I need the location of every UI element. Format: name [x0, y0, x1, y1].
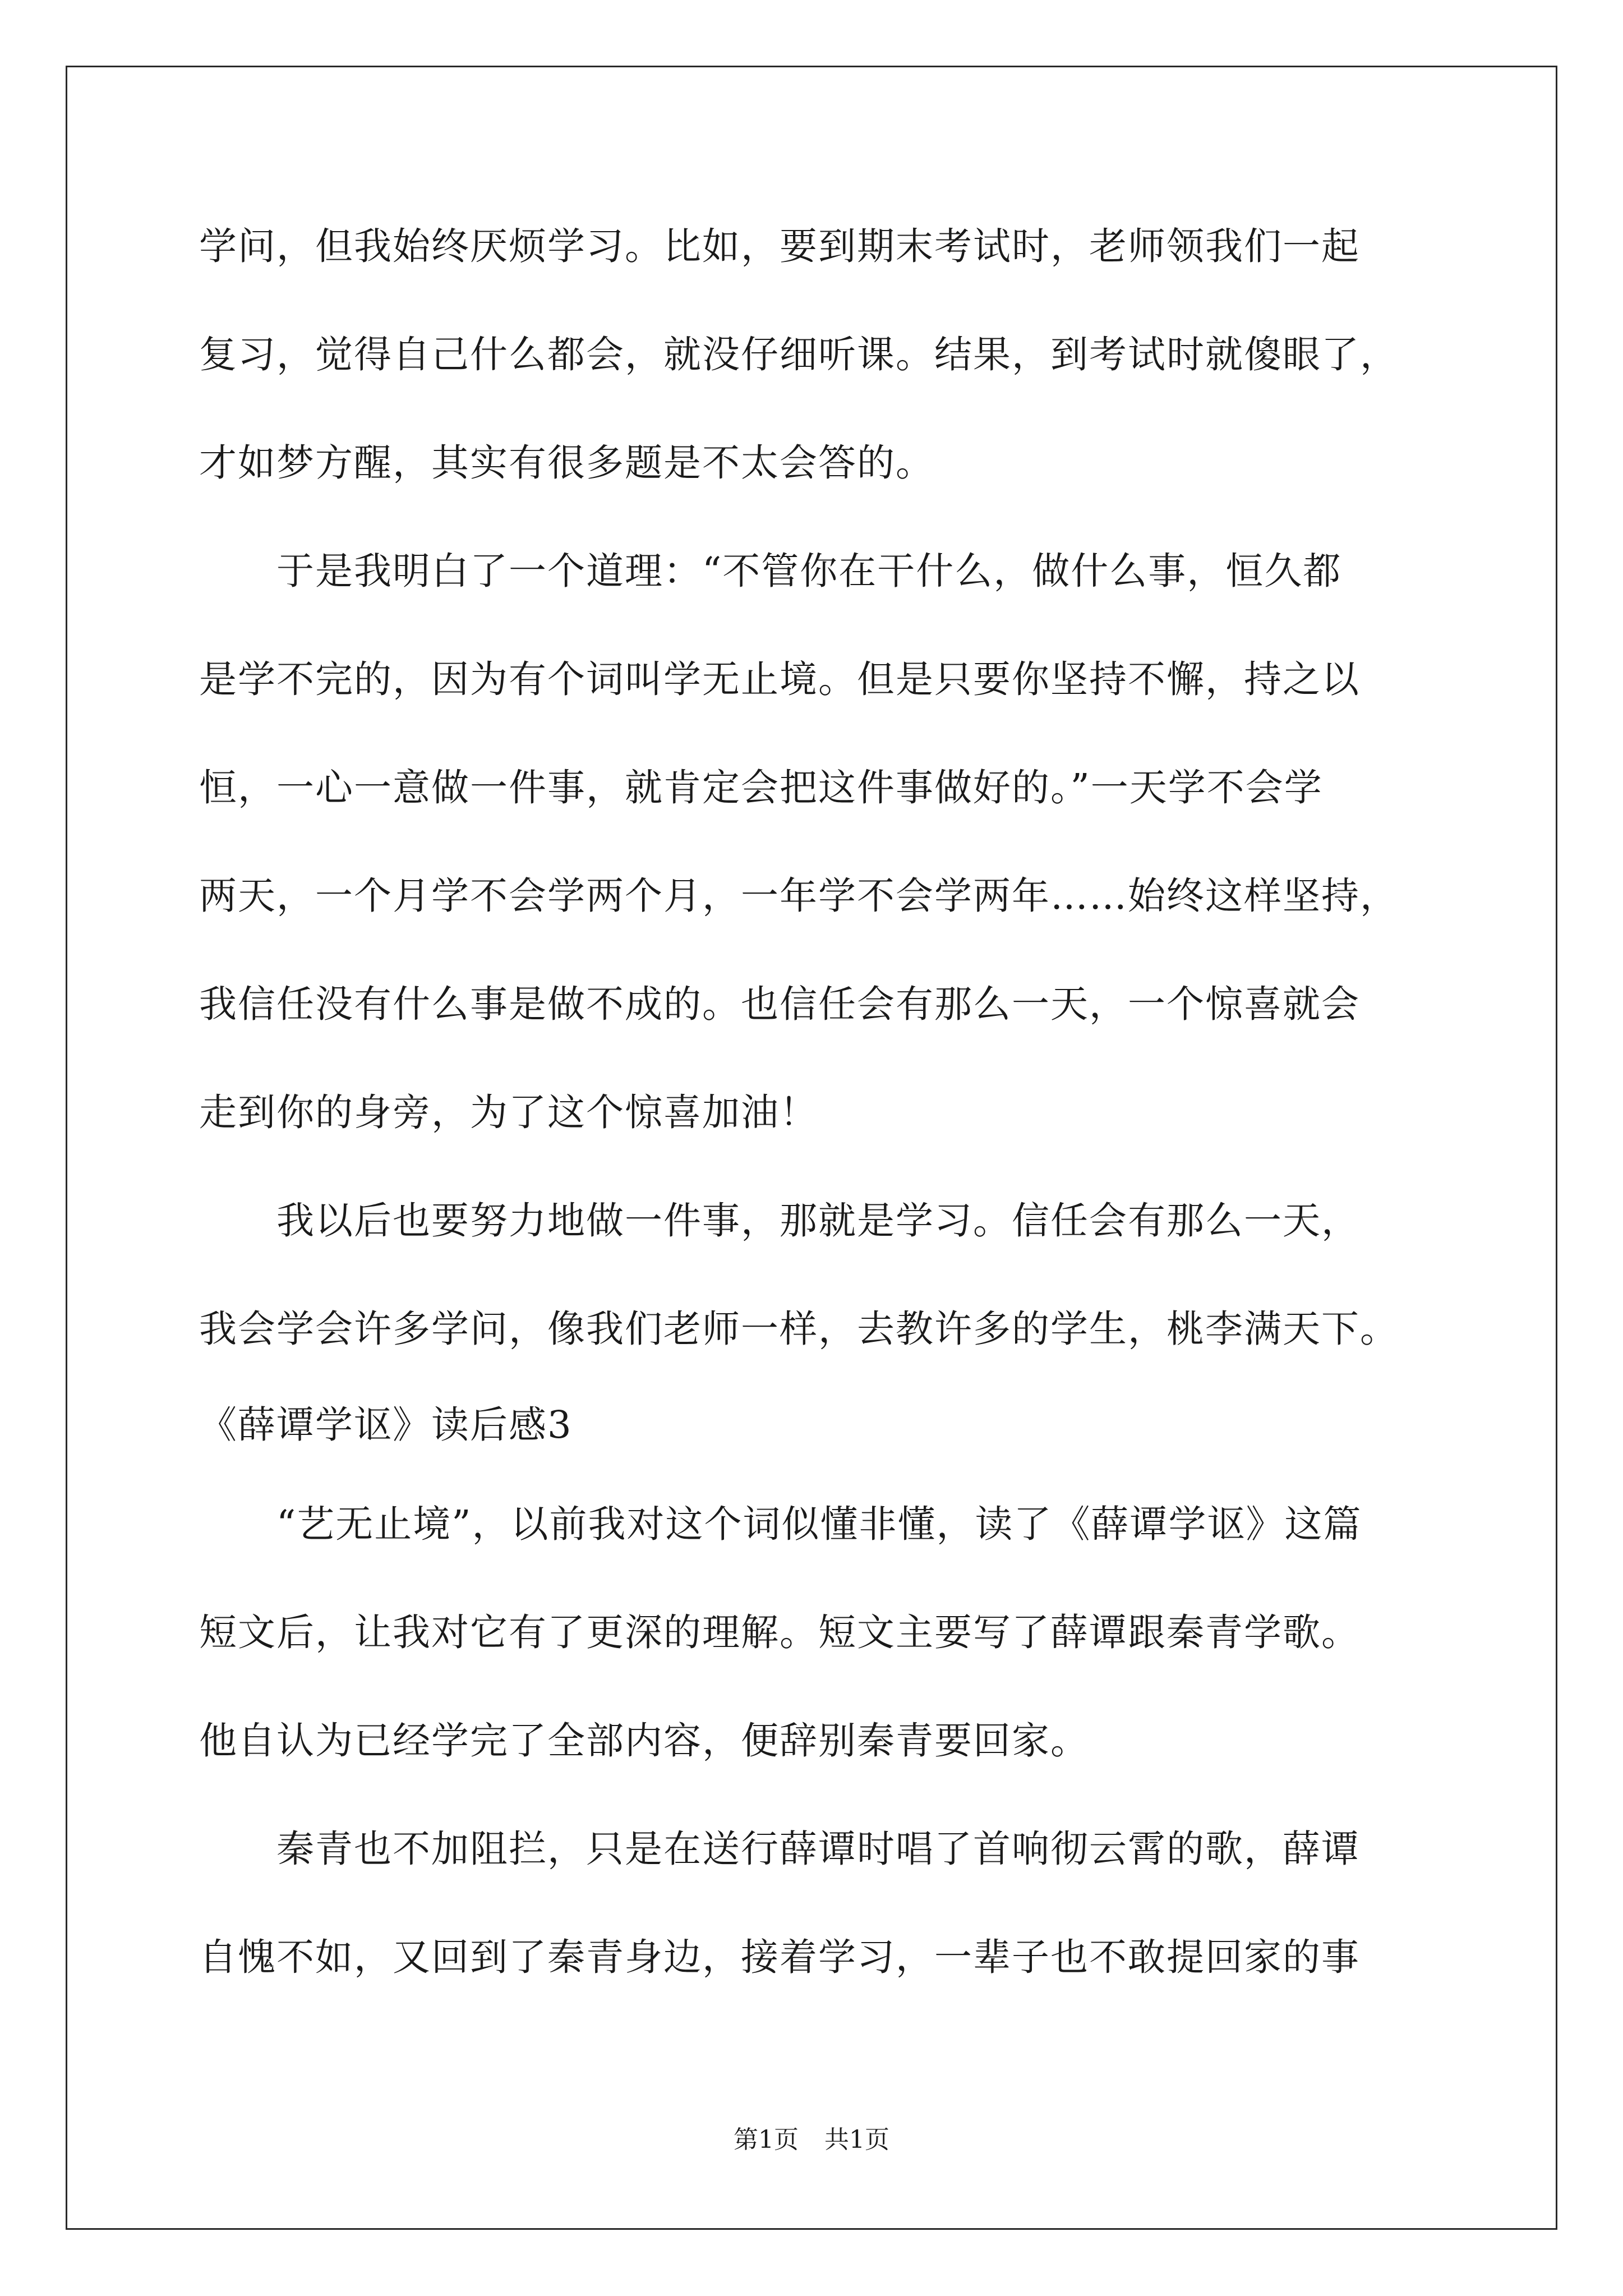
- body-line-12: “艺无止境”，以前我对这个词似懂非懂，读了《薛谭学讴》这篇: [199, 1502, 1362, 1546]
- body-line-4: 于是我明白了一个道理：“不管你在干什么，做什么事，恒久都: [199, 549, 1342, 593]
- body-line-8: 我信任没有什么事是做不成的。也信任会有那么一天，一个惊喜就会: [199, 982, 1360, 1026]
- body-line-6: 恒，一心一意做一件事，就肯定会把这件事做好的。”一天学不会学: [199, 766, 1323, 809]
- section-title: 《薛谭学讴》读后感3: [199, 1403, 573, 1447]
- page-footer: [0, 2123, 1623, 2157]
- page-number: 第1页: [734, 2125, 799, 2154]
- body-line-16: 自愧不如，又回到了秦青身边，接着学习，一辈子也不敢提回家的事: [199, 1935, 1360, 1979]
- body-line-1: 学问，但我始终厌烦学习。比如，要到期末考试时，老师领我们一起: [199, 224, 1360, 268]
- body-line-2: 复习，觉得自己什么都会，就没仔细听课。结果，到考试时就傻眼了，: [199, 333, 1399, 376]
- page-total: 共1页: [824, 2125, 889, 2154]
- body-line-14: 他自认为已经学完了全部内容，便辞别秦青要回家。: [199, 1719, 1089, 1763]
- body-line-5: 是学不完的，因为有个词叫学无止境。但是只要你坚持不懈，持之以: [199, 657, 1360, 701]
- body-line-15: 秦青也不加阻拦，只是在送行薛谭时唱了首响彻云霄的歌，薛谭: [199, 1827, 1360, 1871]
- page-border: [66, 66, 1557, 2230]
- body-line-3: 才如梦方醒，其实有很多题是不太会答的。: [199, 441, 934, 485]
- body-line-11: 我会学会许多学问，像我们老师一样，去教许多的学生，桃李满天下。: [199, 1307, 1399, 1351]
- body-line-7: 两天，一个月学不会学两个月，一年学不会学两年……始终这样坚持，: [199, 874, 1399, 918]
- body-line-13: 短文后，让我对它有了更深的理解。短文主要写了薛谭跟秦青学歌。: [199, 1611, 1360, 1654]
- body-line-9: 走到你的身旁，为了这个惊喜加油！: [199, 1091, 818, 1134]
- body-line-10: 我以后也要努力地做一件事，那就是学习。信任会有那么一天，: [199, 1199, 1360, 1243]
